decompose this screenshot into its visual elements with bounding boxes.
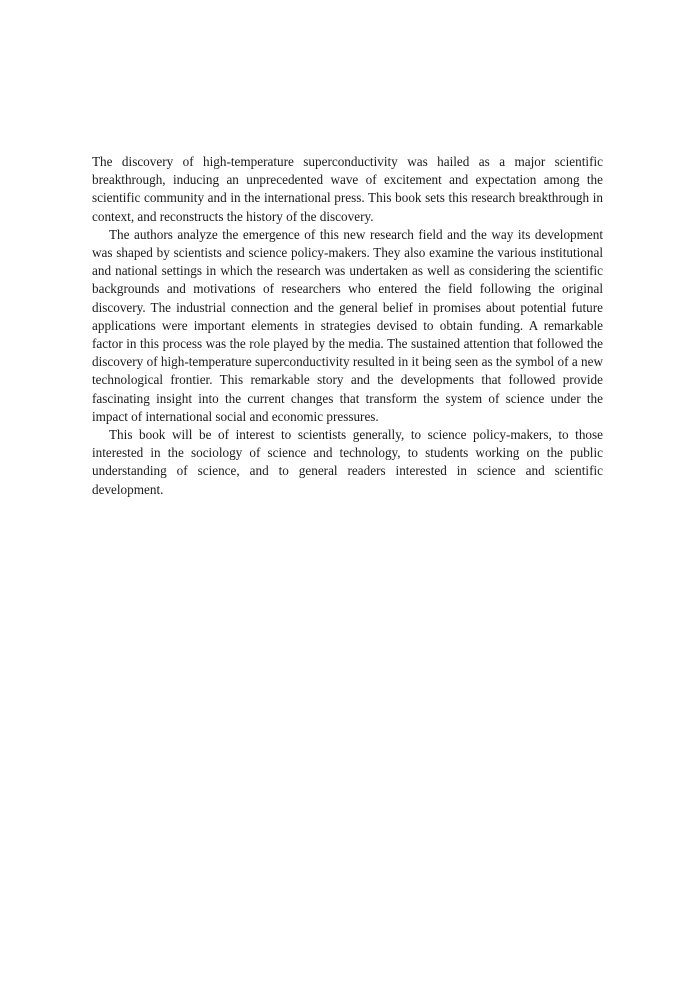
blurb-paragraph-2: The authors analyze the emergence of this new research field and the way its development was shaped by scientists and science policy-makers. They also examine the various institutional and national settings in which the research was undertaken as well as considering the scientific backgrounds and motivations of researchers who entered the field following the original discovery. The industrial connection and the general belief in promises about potential future applications were important elements in strategies devised to obtain funding. A remarkable factor in this process was the role played by the media. The sustained attention that followed the discovery of high-temperature superconductivity resulted in it being seen as the symbol of a new technological frontier. This remarkable story and the developments that followed provide fascinating insight into the current changes that transform the system of science under the impact of international social and economic pressures. <box>92 226 603 424</box>
blurb-paragraph-3: This book will be of interest to scientists generally, to science policy-makers, to those interested in the sociology of science and technology, to students working on the public understanding of science, and to general readers interested in science and scientific development. <box>92 427 603 497</box>
book-blurb <box>92 153 603 499</box>
blurb-paragraph-1: The discovery of high-temperature superconductivity was hailed as a major scientific breakthrough, inducing an unprecedented wave of excitement and expectation among the scientific community and in the international press. This book sets this research breakthrough in context, and reconstructs the history of the discovery. <box>92 154 603 224</box>
